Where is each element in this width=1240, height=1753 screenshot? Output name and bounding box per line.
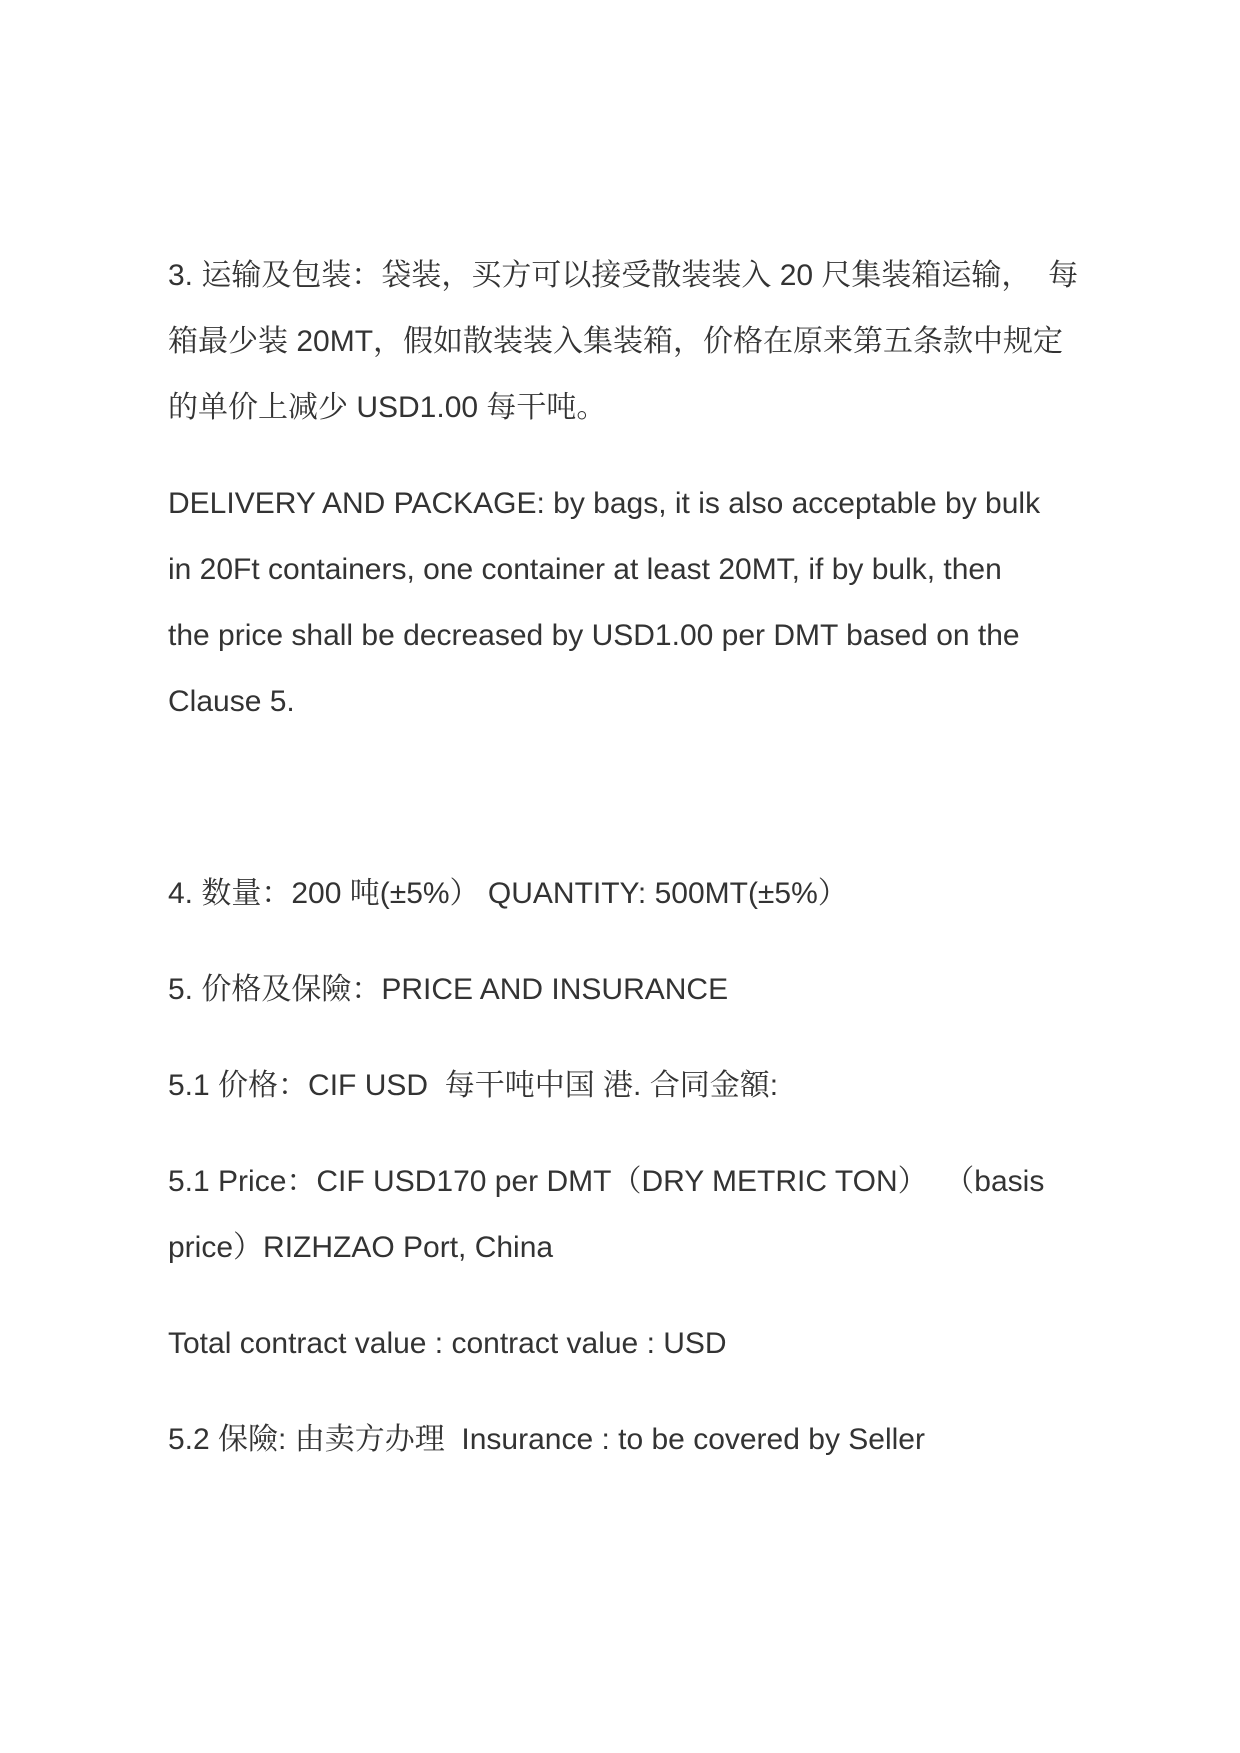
blank-line <box>168 765 1090 831</box>
text-line: 5.2 保險: 由卖方办理 Insurance : to be covered by Seller <box>168 1423 925 1456</box>
text-line: Total contract value : contract value : USD <box>168 1327 727 1360</box>
text-line: 4. 数量：200 吨(±5%） QUANTITY: 500MT(±5%） <box>168 877 848 910</box>
clause-3-en <box>168 471 1090 735</box>
text-line: 5.1 Price：CIF USD170 per DMT（DRY METRIC TON） （basis <box>168 1165 1045 1198</box>
text-line: 3. 运输及包装：袋装，买方可以接受散装装入 20 尺集装箱运输， 每 <box>168 259 1079 292</box>
text-line <box>168 765 1090 831</box>
text-line: in 20Ft containers, one container at least 20MT, if by bulk, then <box>168 553 1002 586</box>
text-line: 5. 价格及保險：PRICE AND INSURANCE <box>168 973 729 1006</box>
text-line: DELIVERY AND PACKAGE: by bags, it is also acceptable by bulk <box>168 487 1041 520</box>
text-line: 5.1 价格：CIF USD 每干吨中国 港. 合同金額: <box>168 1069 779 1102</box>
text-line: 箱最少装 20MT，假如散装装入集装箱，价格在原来第五条款中规定 <box>168 325 1064 358</box>
total-contract-value <box>168 1311 1090 1377</box>
text-line: price）RIZHZAO Port, China <box>168 1231 554 1264</box>
clause-5-1-cn <box>168 1053 1090 1119</box>
text-line: 的单价上减少 USD1.00 每干吨。 <box>168 391 607 424</box>
text-line: the price shall be decreased by USD1.00 per DMT based on the <box>168 619 1020 652</box>
clause-4-quantity <box>168 861 1090 927</box>
clause-5-1-en <box>168 1149 1090 1281</box>
clause-5-heading <box>168 957 1090 1023</box>
clause-5-2-insurance <box>168 1407 1090 1473</box>
text-line: Clause 5. <box>168 685 295 718</box>
clause-3-cn <box>168 243 1090 441</box>
